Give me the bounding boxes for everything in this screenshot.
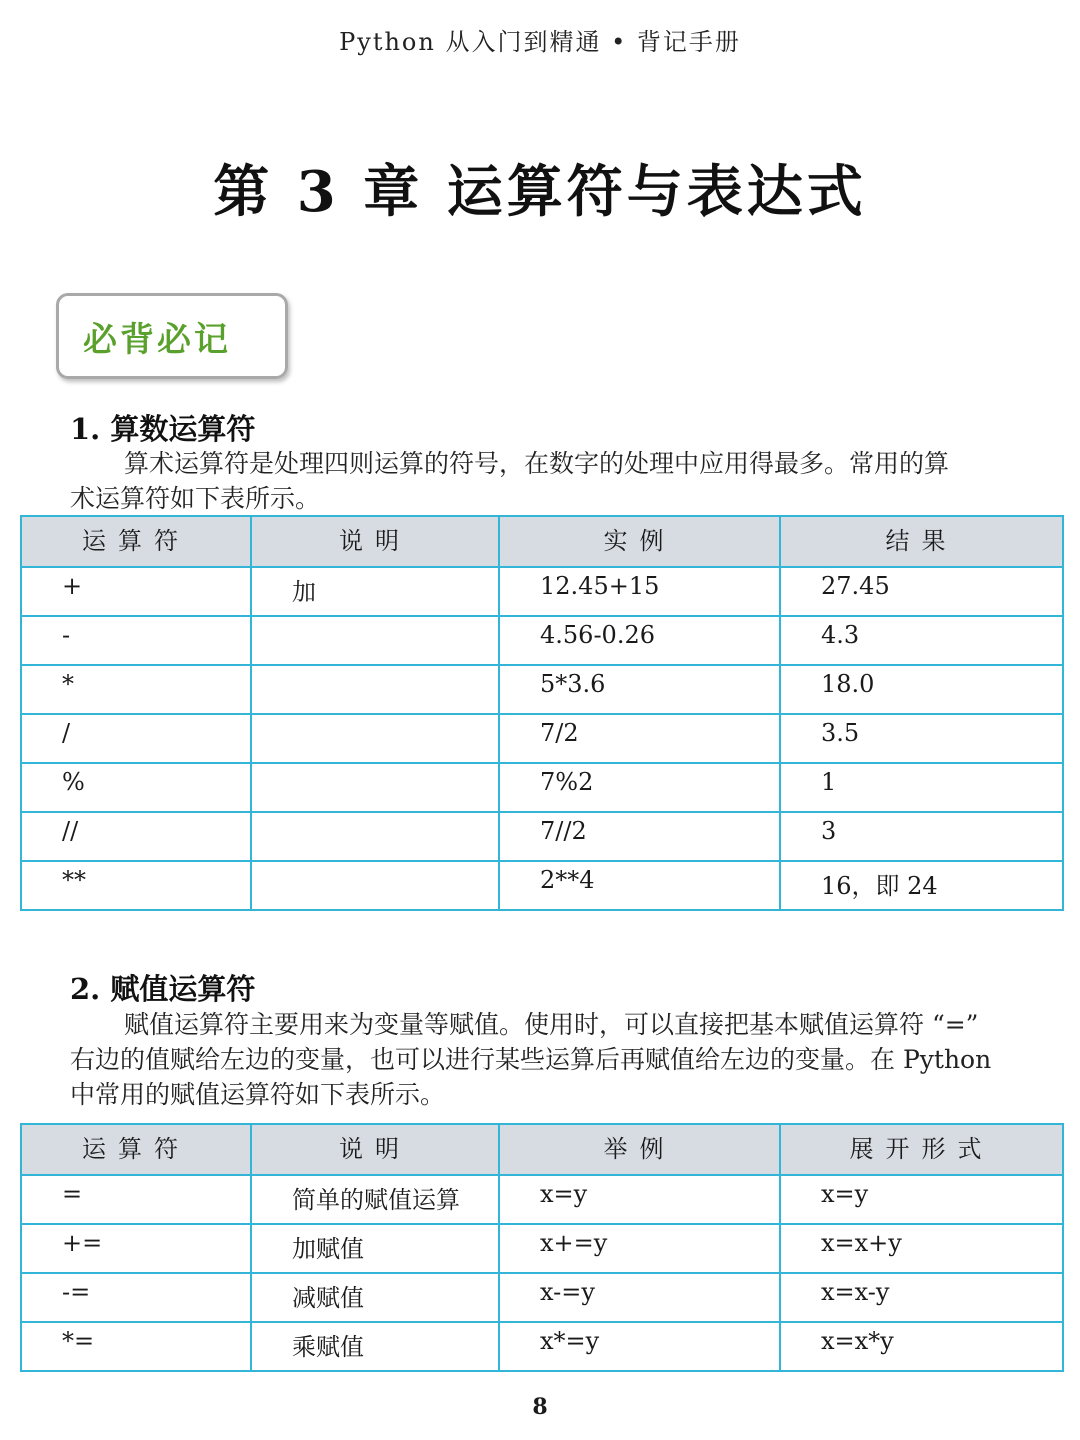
- table-cell: =: [21, 1175, 251, 1224]
- table-row: [21, 1273, 1063, 1322]
- table-cell: x=x-y: [780, 1273, 1063, 1322]
- table-row: [21, 1322, 1063, 1371]
- table-cell: //: [21, 812, 251, 861]
- table-cell: x=y: [780, 1175, 1063, 1224]
- table-cell: *=: [21, 1322, 251, 1371]
- table-cell: 18.0: [780, 665, 1063, 714]
- table-cell: [251, 714, 499, 763]
- section-2-paragraph-line: 赋值运算符主要用来为变量等赋值。使用时，可以直接把基本赋值运算符 “=”: [124, 1010, 979, 1039]
- table-row: [21, 812, 1063, 861]
- table-cell: 5*3.6: [499, 665, 780, 714]
- table-cell: x+=y: [499, 1224, 780, 1273]
- page-number: 8: [532, 1394, 548, 1420]
- table-cell: 7%2: [499, 763, 780, 812]
- table-header-row: [21, 516, 1063, 567]
- memorize-box: [56, 293, 288, 379]
- table-cell: -=: [21, 1273, 251, 1322]
- section-1-paragraph-line: 算术运算符是处理四则运算的符号，在数字的处理中应用得最多。常用的算: [124, 449, 950, 478]
- column-header: 结果: [780, 516, 1063, 567]
- table-cell: -: [21, 616, 251, 665]
- table-cell: 减赋值: [251, 1273, 499, 1322]
- table-cell: 3.5: [780, 714, 1063, 763]
- table-cell: 4.3: [780, 616, 1063, 665]
- table-row: [21, 763, 1063, 812]
- table-row: [21, 616, 1063, 665]
- table-cell: 4.56-0.26: [499, 616, 780, 665]
- column-header: 展开形式: [780, 1124, 1063, 1175]
- column-header: 运算符: [21, 516, 251, 567]
- assignment-operators-table: [20, 1123, 1064, 1372]
- table-cell: x=x*y: [780, 1322, 1063, 1371]
- column-header: 运算符: [21, 1124, 251, 1175]
- table-row: [21, 665, 1063, 714]
- table-cell: +: [21, 567, 251, 616]
- table-cell: 12.45+15: [499, 567, 780, 616]
- chapter-title: 第 3 章 运算符与表达式: [213, 159, 867, 225]
- table-cell: 3: [780, 812, 1063, 861]
- section-2-paragraph-line: 中常用的赋值运算符如下表所示。: [70, 1080, 446, 1109]
- section-2-title: 2. 赋值运算符: [70, 972, 256, 1006]
- table-cell: [251, 861, 499, 910]
- table-cell: +=: [21, 1224, 251, 1273]
- table-cell: [251, 665, 499, 714]
- section-1-title: 1. 算数运算符: [70, 412, 256, 446]
- table-cell: [251, 616, 499, 665]
- arithmetic-operators-table: [20, 515, 1064, 911]
- table-cell: %: [21, 763, 251, 812]
- table-cell: [251, 763, 499, 812]
- section-2-paragraph-line: 右边的值赋给左边的变量，也可以进行某些运算后再赋值给左边的变量。在 Python: [70, 1045, 992, 1074]
- running-header: Python 从入门到精通 • 背记手册: [339, 28, 741, 56]
- table-row: [21, 1175, 1063, 1224]
- table-cell: 2**4: [499, 861, 780, 910]
- table-cell: 乘赋值: [251, 1322, 499, 1371]
- section-2-paragraph: [70, 1007, 1020, 1112]
- table-row: [21, 861, 1063, 910]
- table-cell: 加: [251, 567, 499, 616]
- table-cell: x*=y: [499, 1322, 780, 1371]
- column-header: 举例: [499, 1124, 780, 1175]
- table-cell: *: [21, 665, 251, 714]
- table-row: [21, 567, 1063, 616]
- section-1-paragraph-line: 术运算符如下表所示。: [70, 484, 321, 513]
- memorize-box-label: 必背必记: [83, 319, 231, 360]
- table-cell: 7//2: [499, 812, 780, 861]
- column-header: 说明: [251, 516, 499, 567]
- table-cell: x=y: [499, 1175, 780, 1224]
- table-cell: x-=y: [499, 1273, 780, 1322]
- table-cell: 16，即 24: [780, 861, 1063, 910]
- table-cell: 1: [780, 763, 1063, 812]
- column-header: 说明: [251, 1124, 499, 1175]
- table-cell: 7/2: [499, 714, 780, 763]
- section-1-paragraph: [70, 446, 1020, 516]
- table-cell: 27.45: [780, 567, 1063, 616]
- table-cell: [251, 812, 499, 861]
- table-cell: 加赋值: [251, 1224, 499, 1273]
- table-row: [21, 1224, 1063, 1273]
- column-header: 实例: [499, 516, 780, 567]
- table-cell: x=x+y: [780, 1224, 1063, 1273]
- table-cell: /: [21, 714, 251, 763]
- table-row: [21, 714, 1063, 763]
- table-header-row: [21, 1124, 1063, 1175]
- table-cell: 简单的赋值运算: [251, 1175, 499, 1224]
- table-cell: **: [21, 861, 251, 910]
